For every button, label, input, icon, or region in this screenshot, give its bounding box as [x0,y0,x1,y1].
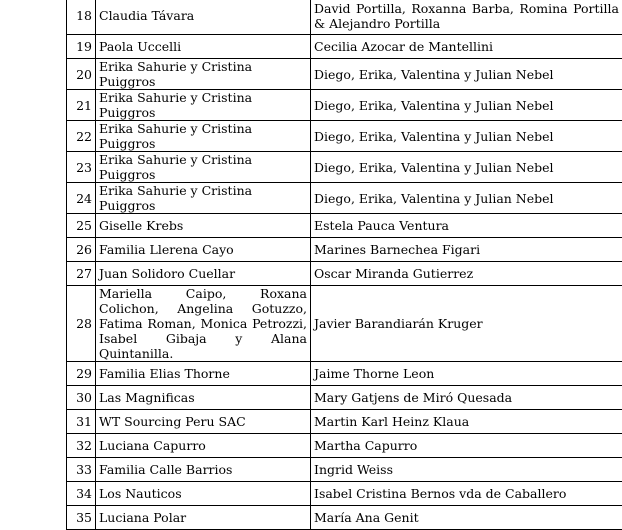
donor-name: Erika Sahurie y Cristina Puiggros [96,152,311,183]
donor-name: Familia Llerena Cayo [96,238,311,262]
row-number: 19 [67,35,96,59]
table-row [67,59,622,90]
honoree-name: Estela Pauca Ventura [311,214,622,238]
row-number: 23 [67,152,96,183]
honoree-name: Cecilia Azocar de Mantellini [311,35,622,59]
table-row [67,262,622,286]
honoree-name: David Portilla, Roxanna Barba, Romina Portilla & Alejandro Portilla [311,0,622,35]
honoree-name: Mary Gatjens de Miró Quesada [311,386,622,410]
table-row [67,152,622,183]
honoree-name: Diego, Erika, Valentina y Julian Nebel [311,121,622,152]
row-number: 26 [67,238,96,262]
row-number: 25 [67,214,96,238]
donor-name: Familia Calle Barrios [96,458,311,482]
table-row [67,0,622,35]
row-number: 31 [67,410,96,434]
row-number: 32 [67,434,96,458]
row-number: 20 [67,59,96,90]
donor-name: Juan Solidoro Cuellar [96,262,311,286]
donor-name: WT Sourcing Peru SAC [96,410,311,434]
table-row [67,410,622,434]
honoree-name: Diego, Erika, Valentina y Julian Nebel [311,59,622,90]
donor-name: Erika Sahurie y Cristina Puiggros [96,121,311,152]
honoree-name: Javier Barandiarán Kruger [311,286,622,362]
row-number: 24 [67,183,96,214]
table-row [67,458,622,482]
table-row [67,434,622,458]
row-number: 27 [67,262,96,286]
honoree-name: Jaime Thorne Leon [311,362,622,386]
row-number: 30 [67,386,96,410]
row-number: 34 [67,482,96,506]
table-body [67,0,622,530]
donations-table [66,0,622,530]
donor-name: Giselle Krebs [96,214,311,238]
donor-name: Mariella Caipo, Roxana Colichon, Angelina Gotuzzo, Fatima Roman, Monica Petrozzi, Isabel Gibaja y Alana Quintanilla. [96,286,311,362]
row-number: 28 [67,286,96,362]
donor-name: Familia Elias Thorne [96,362,311,386]
row-number: 21 [67,90,96,121]
row-number: 33 [67,458,96,482]
donor-name: Erika Sahurie y Cristina Puiggros [96,59,311,90]
honoree-name: Ingrid Weiss [311,458,622,482]
donor-name: Luciana Capurro [96,434,311,458]
donor-name: Claudia Távara [96,0,311,35]
donor-name: Paola Uccelli [96,35,311,59]
table-row [67,214,622,238]
table-row [67,121,622,152]
row-number: 18 [67,0,96,35]
donor-name: Erika Sahurie y Cristina Puiggros [96,183,311,214]
table-row [67,506,622,530]
table-row [67,35,622,59]
table-row [67,90,622,121]
table-row [67,183,622,214]
honoree-name: Isabel Cristina Bernos vda de Caballero [311,482,622,506]
table-row [67,286,622,362]
table-row [67,362,622,386]
row-number: 22 [67,121,96,152]
honoree-name: Martin Karl Heinz Klaua [311,410,622,434]
table-row [67,482,622,506]
honoree-name: Diego, Erika, Valentina y Julian Nebel [311,183,622,214]
honoree-name: Martha Capurro [311,434,622,458]
donor-name: Las Magnificas [96,386,311,410]
donor-name: Erika Sahurie y Cristina Puiggros [96,90,311,121]
row-number: 35 [67,506,96,530]
donor-name: Luciana Polar [96,506,311,530]
honoree-name: Diego, Erika, Valentina y Julian Nebel [311,152,622,183]
donor-name: Los Nauticos [96,482,311,506]
table-row [67,386,622,410]
honoree-name: Marines Barnechea Figari [311,238,622,262]
honoree-name: Oscar Miranda Gutierrez [311,262,622,286]
honoree-name: María Ana Genit [311,506,622,530]
honoree-name: Diego, Erika, Valentina y Julian Nebel [311,90,622,121]
row-number: 29 [67,362,96,386]
table-row [67,238,622,262]
